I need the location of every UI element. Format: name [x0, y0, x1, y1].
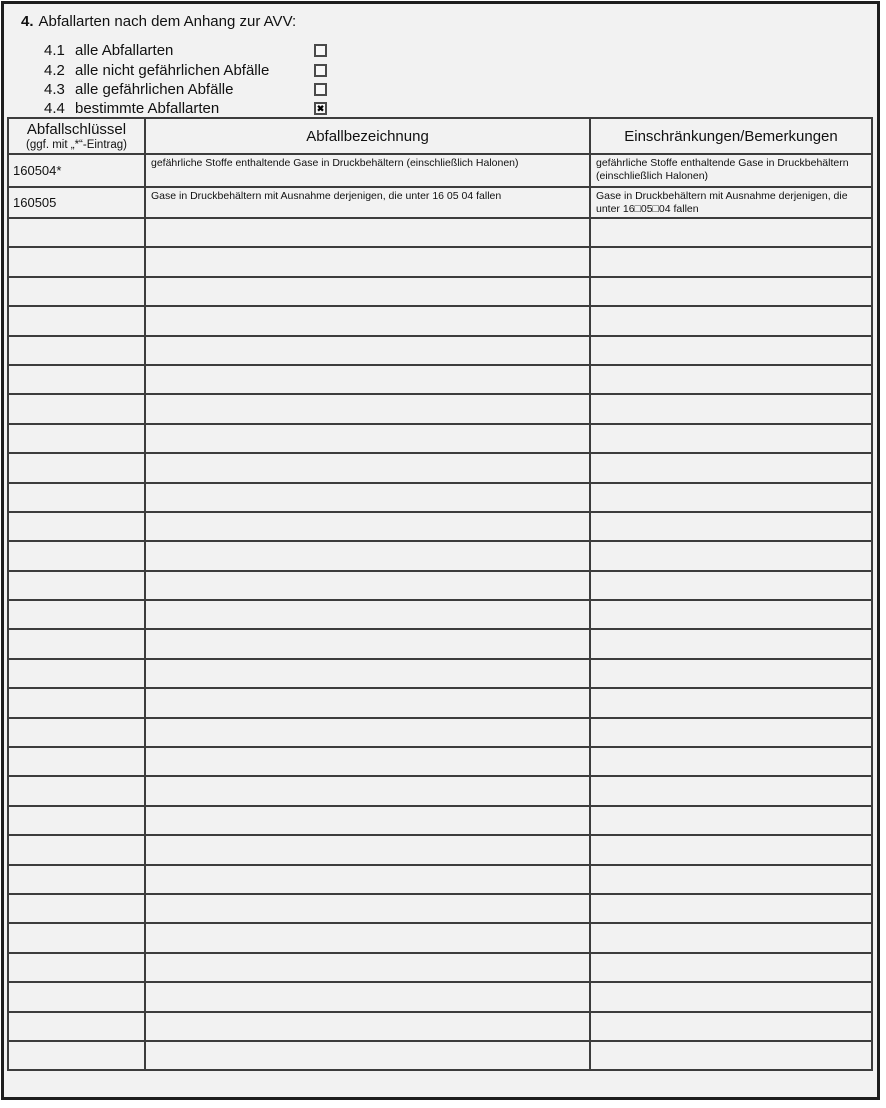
checkbox-unchecked[interactable]: [314, 83, 327, 96]
empty-waste-row: [8, 600, 872, 629]
waste-name-cell-empty: [145, 835, 590, 864]
remarks-cell: gefährliche Stoffe enthaltende Gase in Druckbehältern (einschließlich Halonen): [590, 154, 872, 187]
table-body: [8, 154, 872, 1070]
remarks-cell-empty: [590, 218, 872, 247]
waste-name-cell-empty: [145, 718, 590, 747]
waste-name-cell-empty: [145, 424, 590, 453]
item-number: 4.3: [44, 80, 65, 98]
waste-name-cell-empty: [145, 953, 590, 982]
waste-name-cell-empty: [145, 894, 590, 923]
empty-waste-row: [8, 982, 872, 1011]
remarks-cell-empty: [590, 688, 872, 717]
waste-code-cell: 160505: [8, 187, 145, 218]
empty-waste-row: [8, 747, 872, 776]
empty-waste-row: [8, 247, 872, 276]
remarks-cell-empty: [590, 453, 872, 482]
waste-name-cell-empty: [145, 1012, 590, 1041]
remarks-cell-empty: [590, 483, 872, 512]
empty-waste-row: [8, 806, 872, 835]
remarks-cell-empty: [590, 835, 872, 864]
remarks-cell-empty: [590, 394, 872, 423]
empty-waste-row: [8, 894, 872, 923]
empty-waste-row: [8, 218, 872, 247]
empty-waste-row: [8, 306, 872, 335]
section-title: Abfallarten nach dem Anhang zur AVV:: [38, 13, 297, 30]
empty-waste-row: [8, 1012, 872, 1041]
waste-code-cell-empty: [8, 835, 145, 864]
empty-waste-row: [8, 835, 872, 864]
checkbox-items: [44, 41, 877, 119]
empty-waste-row: [8, 776, 872, 805]
remarks-cell-empty: [590, 306, 872, 335]
checkbox-item: [44, 41, 877, 60]
empty-waste-row: [8, 277, 872, 306]
empty-waste-row: [8, 483, 872, 512]
waste-types-table: [7, 117, 873, 1071]
waste-name-cell: gefährliche Stoffe enthaltende Gase in Druckbehältern (einschließlich Halonen): [145, 154, 590, 187]
waste-name-cell-empty: [145, 806, 590, 835]
waste-code-cell-empty: [8, 953, 145, 982]
item-number: 4.2: [44, 61, 65, 79]
header-abfallschluessel-title: Abfallschlüssel: [26, 120, 127, 138]
empty-waste-row: [8, 923, 872, 952]
waste-name-cell-empty: [145, 923, 590, 952]
empty-waste-row: [8, 688, 872, 717]
waste-row: [8, 154, 872, 187]
waste-name-cell-empty: [145, 659, 590, 688]
remarks-cell-empty: [590, 1012, 872, 1041]
remarks-cell-empty: [590, 718, 872, 747]
waste-code-cell-empty: [8, 218, 145, 247]
remarks-cell-empty: [590, 659, 872, 688]
empty-waste-row: [8, 953, 872, 982]
checkbox-unchecked[interactable]: [314, 44, 327, 57]
header-abfallschluessel-sub: (ggf. mit „*“-Eintrag): [26, 138, 127, 151]
remarks-cell-empty: [590, 894, 872, 923]
waste-name-cell-empty: [145, 865, 590, 894]
remarks-cell-empty: [590, 600, 872, 629]
remarks-cell-empty: [590, 365, 872, 394]
checkbox-unchecked[interactable]: [314, 64, 327, 77]
remarks-cell-empty: [590, 336, 872, 365]
waste-code-cell-empty: [8, 1041, 145, 1070]
remarks-cell-empty: [590, 1041, 872, 1070]
waste-code-cell-empty: [8, 541, 145, 570]
header-abfallbezeichnung-title: Abfallbezeichnung: [306, 127, 429, 145]
header-einschraenkungen: [590, 118, 872, 154]
remarks-cell-empty: [590, 747, 872, 776]
waste-code-cell-empty: [8, 247, 145, 276]
remarks-cell: Gase in Druckbehältern mit Ausnahme derjenigen, die unter 16□05□04 fallen: [590, 187, 872, 218]
waste-code-cell-empty: [8, 394, 145, 423]
remarks-cell-empty: [590, 776, 872, 805]
waste-row: [8, 187, 872, 218]
remarks-cell-empty: [590, 865, 872, 894]
header-einschraenkungen-title: Einschränkungen/Bemerkungen: [624, 127, 838, 145]
waste-name-cell-empty: [145, 1041, 590, 1070]
empty-waste-row: [8, 865, 872, 894]
empty-waste-row: [8, 453, 872, 482]
waste-code-cell-empty: [8, 571, 145, 600]
waste-code-cell-empty: [8, 424, 145, 453]
waste-code-cell-empty: [8, 1012, 145, 1041]
header-abfallschluessel: [8, 118, 145, 154]
checkbox-item: [44, 99, 877, 118]
remarks-cell-empty: [590, 247, 872, 276]
waste-name-cell-empty: [145, 365, 590, 394]
waste-code-cell-empty: [8, 865, 145, 894]
empty-waste-row: [8, 424, 872, 453]
waste-name-cell-empty: [145, 218, 590, 247]
waste-name-cell-empty: [145, 394, 590, 423]
item-label: alle nicht gefährlichen Abfälle: [75, 61, 270, 79]
remarks-cell-empty: [590, 923, 872, 952]
waste-name-cell-empty: [145, 483, 590, 512]
waste-code-cell-empty: [8, 600, 145, 629]
header-abfallbezeichnung: [145, 118, 590, 154]
waste-code-cell-empty: [8, 776, 145, 805]
waste-code-cell-empty: [8, 629, 145, 658]
section-heading: [21, 12, 877, 32]
remarks-cell-empty: [590, 571, 872, 600]
waste-name-cell-empty: [145, 541, 590, 570]
waste-name-cell-empty: [145, 571, 590, 600]
waste-name-cell-empty: [145, 688, 590, 717]
waste-name-cell: Gase in Druckbehältern mit Ausnahme derjenigen, die unter 16 05 04 fallen: [145, 187, 590, 218]
waste-name-cell-empty: [145, 306, 590, 335]
remarks-cell-empty: [590, 512, 872, 541]
remarks-cell-empty: [590, 806, 872, 835]
waste-code-cell-empty: [8, 512, 145, 541]
empty-waste-row: [8, 571, 872, 600]
waste-code-cell-empty: [8, 306, 145, 335]
remarks-cell-empty: [590, 277, 872, 306]
checkbox-checked[interactable]: [314, 102, 327, 115]
item-number: 4.4: [44, 100, 65, 118]
waste-code-cell-empty: [8, 894, 145, 923]
waste-name-cell-empty: [145, 512, 590, 541]
waste-code-cell-empty: [8, 483, 145, 512]
empty-waste-row: [8, 365, 872, 394]
remarks-cell-empty: [590, 424, 872, 453]
waste-name-cell-empty: [145, 336, 590, 365]
item-label: alle gefährlichen Abfälle: [75, 80, 234, 98]
waste-code-cell-empty: [8, 923, 145, 952]
waste-code-cell-empty: [8, 806, 145, 835]
empty-waste-row: [8, 659, 872, 688]
remarks-cell-empty: [590, 982, 872, 1011]
checkbox-item: [44, 60, 877, 79]
waste-code-cell-empty: [8, 659, 145, 688]
table-header-row: [8, 118, 872, 154]
section-4-abfallarten: [4, 4, 877, 117]
checkbox-item: [44, 80, 877, 99]
waste-code-cell-empty: [8, 336, 145, 365]
remarks-cell-empty: [590, 953, 872, 982]
remarks-cell-empty: [590, 541, 872, 570]
waste-name-cell-empty: [145, 277, 590, 306]
waste-name-cell-empty: [145, 747, 590, 776]
waste-name-cell-empty: [145, 247, 590, 276]
waste-code-cell: 160504*: [8, 154, 145, 187]
waste-code-cell-empty: [8, 365, 145, 394]
waste-code-cell-empty: [8, 747, 145, 776]
item-label: bestimmte Abfallarten: [75, 100, 220, 118]
empty-waste-row: [8, 1041, 872, 1070]
empty-waste-row: [8, 541, 872, 570]
item-number: 4.1: [44, 42, 65, 60]
check-x-icon: ✖: [316, 103, 325, 114]
empty-waste-row: [8, 629, 872, 658]
form-page: [1, 1, 880, 1100]
waste-code-cell-empty: [8, 277, 145, 306]
empty-waste-row: [8, 512, 872, 541]
section-number: 4.: [21, 13, 34, 30]
item-label: alle Abfallarten: [75, 42, 174, 60]
waste-code-cell-empty: [8, 718, 145, 747]
waste-code-cell-empty: [8, 688, 145, 717]
empty-waste-row: [8, 718, 872, 747]
empty-waste-row: [8, 336, 872, 365]
waste-name-cell-empty: [145, 982, 590, 1011]
waste-name-cell-empty: [145, 776, 590, 805]
empty-waste-row: [8, 394, 872, 423]
waste-name-cell-empty: [145, 629, 590, 658]
remarks-cell-empty: [590, 629, 872, 658]
waste-code-cell-empty: [8, 982, 145, 1011]
waste-name-cell-empty: [145, 453, 590, 482]
waste-name-cell-empty: [145, 600, 590, 629]
waste-code-cell-empty: [8, 453, 145, 482]
